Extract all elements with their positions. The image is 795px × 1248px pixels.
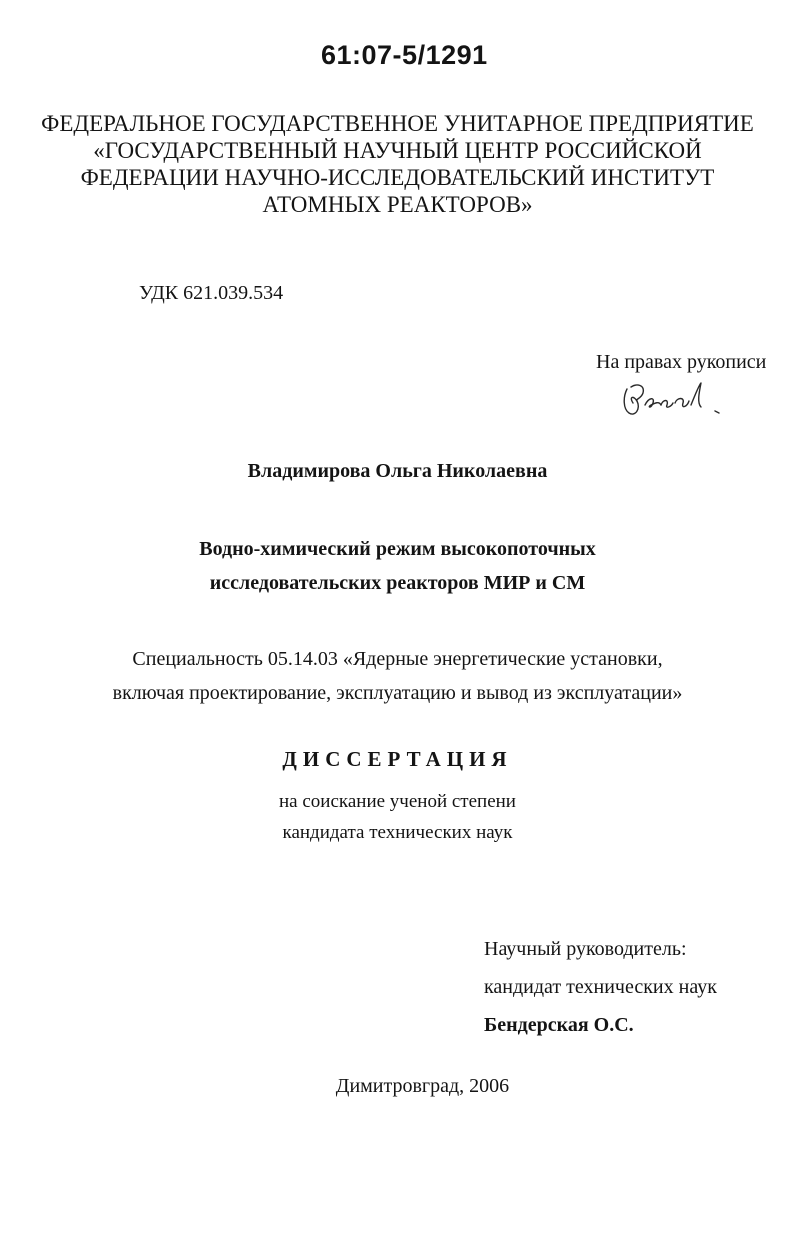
organization-line: АТОМНЫХ РЕАКТОРОВ»: [262, 192, 533, 217]
city-year: Димитровград, 2006: [335, 1075, 510, 1097]
specialty-line: включая проектирование, эксплуатацию и вывод из эксплуатации»: [112, 682, 683, 704]
udk-code: УДК 621.039.534: [139, 282, 284, 304]
document-type: ДИССЕРТАЦИЯ: [282, 747, 513, 771]
dissertation-title: [0, 532, 795, 600]
degree-line: кандидата технических наук: [282, 822, 513, 843]
supervisor-label: Научный руководитель:: [484, 938, 687, 960]
organization-line: ФЕДЕРАЦИИ НАУЧНО-ИССЛЕДОВАТЕЛЬСКИЙ ИНСТИТУТ: [80, 165, 715, 190]
organization-line: «ГОСУДАРСТВЕННЫЙ НАУЧНЫЙ ЦЕНТР РОССИЙСКОЙ: [93, 138, 702, 163]
organization-line: ФЕДЕРАЛЬНОЕ ГОСУДАРСТВЕННОЕ УНИТАРНОЕ ПРЕДПРИЯТИЕ: [41, 111, 754, 136]
archive-stamp: 61:07-5/1291: [321, 40, 488, 70]
handwritten-signature: [615, 375, 755, 425]
title-line: исследовательских реакторов МИР и СМ: [209, 572, 586, 594]
supervisor-degree: кандидат технических наук: [484, 976, 717, 998]
organization-name: [0, 110, 795, 218]
specialty-line: Специальность 05.14.03 «Ядерные энергетические установки,: [132, 648, 663, 670]
degree-line: на соискание ученой степени: [279, 791, 516, 812]
title-line: Водно-химический режим высокопоточных: [199, 538, 596, 560]
supervisor-name: Бендерская О.С.: [484, 1014, 634, 1036]
degree-sought: [0, 786, 795, 848]
author-name: Владимирова Ольга Николаевна: [247, 460, 548, 482]
specialty: [0, 642, 795, 710]
supervisor-block: [484, 930, 717, 1044]
rights-note: На правах рукописи: [596, 351, 767, 373]
